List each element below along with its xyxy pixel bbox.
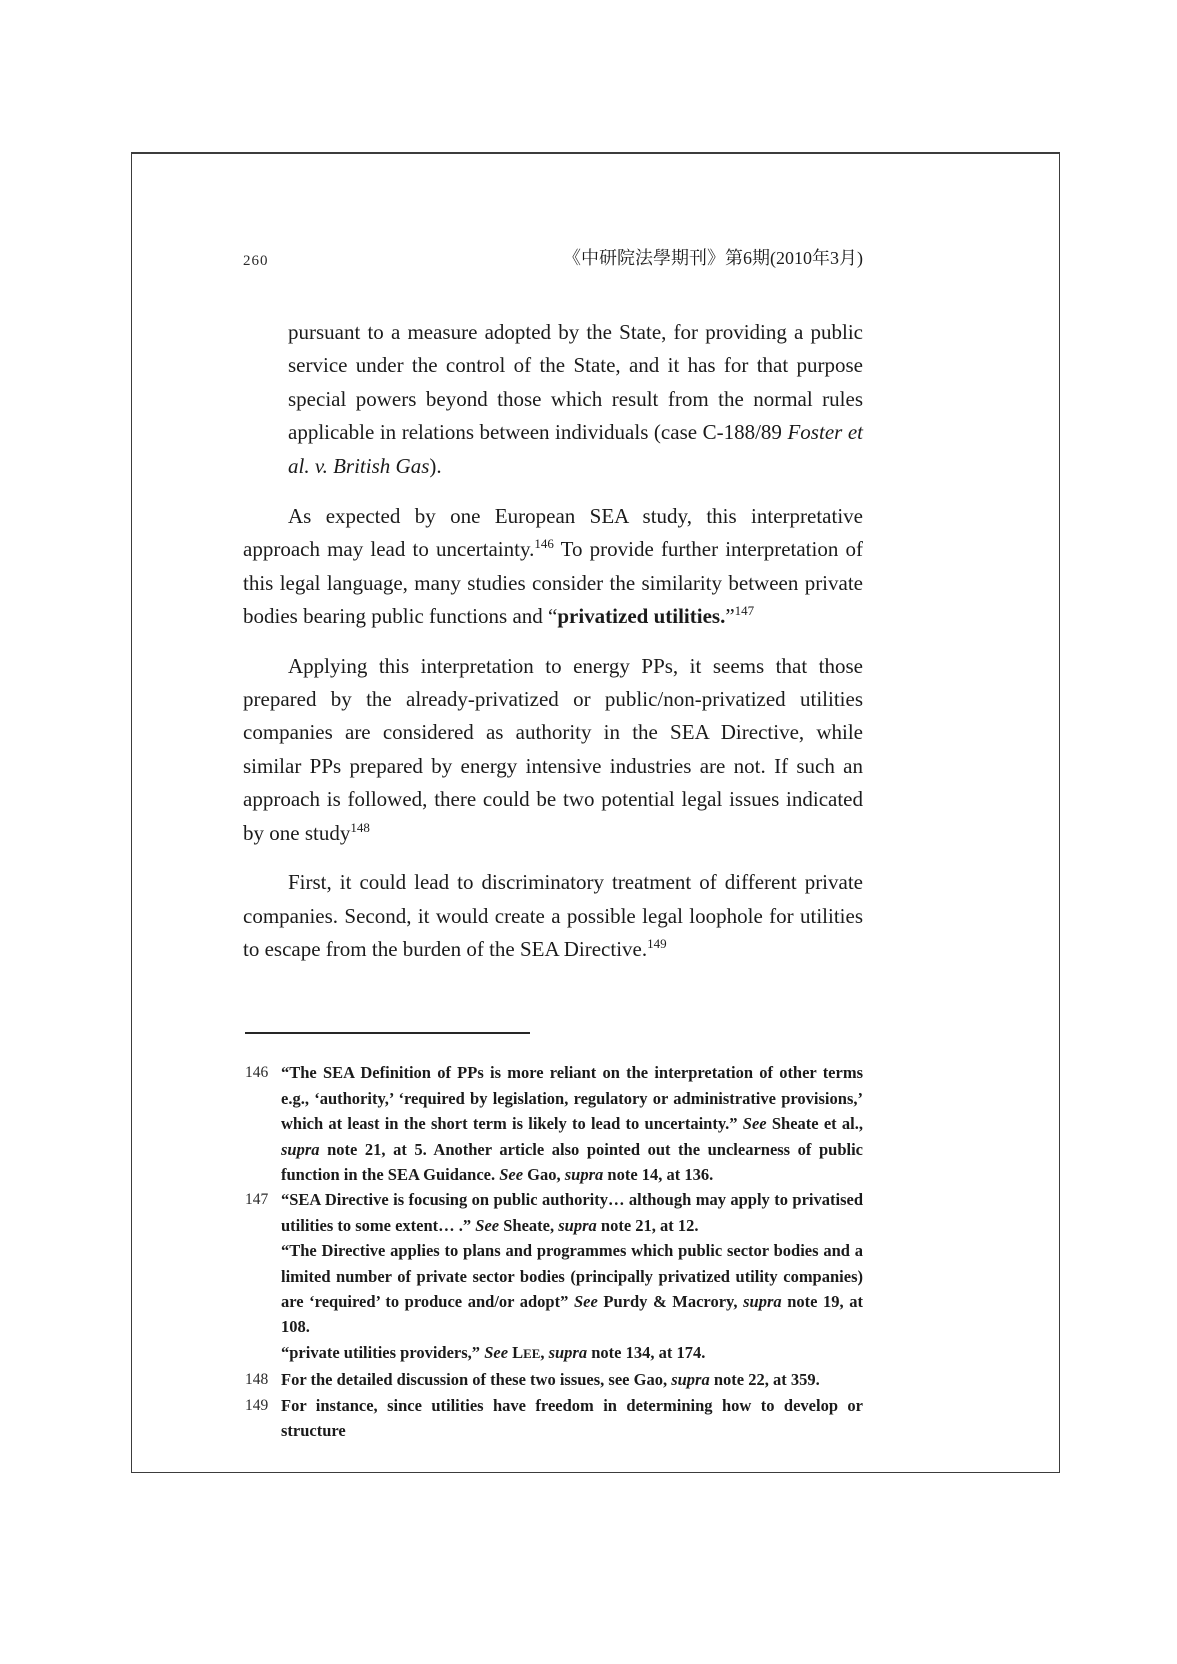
text-run: note 21, at 12. [596, 1215, 699, 1235]
body-paragraph [243, 500, 863, 634]
text-run: note 14, at 136. [603, 1164, 714, 1184]
journal-title: 《中研院法學期刊》第6期(2010年3月) [563, 248, 863, 268]
text-run: EE [523, 1346, 541, 1361]
text-run: supra [548, 1342, 588, 1362]
text-run: ” [725, 604, 735, 629]
text-run: “The SEA Definition of PPs is more reliant on the interpretation of other terms e.g., ‘authority,’ ‘required by legislation, regulatory or administrative provisions,’ which at least in the short term is likely to lead to uncertainty.” [281, 1063, 863, 1134]
text-run: supra [281, 1139, 320, 1159]
text-run: ). [429, 453, 442, 478]
text-run: 149 [647, 935, 667, 951]
text-run: supra [671, 1370, 710, 1390]
footnote [243, 1367, 863, 1392]
text-run: note 21, at 5. Another article also pointed out the unclearness of public function in the SEA Guidance. [281, 1139, 863, 1184]
footnote-separator [245, 1032, 530, 1034]
text-run: privatized utilities. [557, 604, 726, 629]
text-run: Applying this interpretation to energy PPs, it seems that those prepared by the already-privatized or public/non-privatized utilities companies are considered as authority in the SEA Directive, while similar PPs prepared by energy intensive industries are not. If such an approach is followed, there could be two potential legal issues indicated by one study [243, 653, 863, 845]
page-number: 260 [243, 253, 269, 269]
text-run: See [484, 1342, 509, 1362]
text-run: pursuant to a measure adopted by the State, for providing a public service under the control of the State, and it has for that purpose special powers beyond those which result from the normal rules applicable in relations between individuals (case C-188/89 [288, 320, 863, 445]
body-paragraph [243, 650, 863, 850]
text-run: supra [564, 1164, 604, 1184]
footnote-text [281, 1187, 863, 1238]
text-run: 148 [350, 819, 370, 835]
footnote [243, 1060, 863, 1187]
page-content [243, 244, 863, 1443]
footnote [243, 1187, 863, 1367]
text-run: See [573, 1291, 598, 1311]
block-quote [288, 316, 863, 483]
footnote-text [281, 1340, 863, 1367]
text-run: Foster et al. v. British Gas [288, 420, 864, 478]
text-run: To provide further interpretation of this legal language, many studies consider the similarity between private bodies bearing public functions and “ [243, 537, 863, 629]
footnote-text [281, 1238, 863, 1340]
text-run: See [475, 1215, 500, 1235]
text-run: L [508, 1342, 524, 1362]
text-run: See [499, 1164, 524, 1184]
text-run: Purdy & Macrory, [597, 1291, 744, 1311]
text-run: First, it could lead to discriminatory treatment of different private companies. Second, it would create a possible legal loophole for utilities to escape from the burden of the SEA Directive. [243, 870, 863, 961]
footnote-marker: 146 [245, 1064, 269, 1082]
page-header [243, 244, 863, 270]
text-run: For instance, since utilities have freedom in determining how to develop or structure [281, 1395, 863, 1440]
text-run: supra [743, 1291, 782, 1311]
text-run: For the detailed discussion of these two issues, see Gao, [281, 1370, 672, 1390]
text-run: “The Directive applies to plans and programmes which public sector bodies and a limited number of private sector bodies (principally privatized utility companies) are ‘required’ to produce and/or adopt” [281, 1241, 863, 1311]
text-run: 147 [734, 603, 755, 619]
footnotes-section [243, 1060, 863, 1443]
footnote-marker: 147 [245, 1191, 269, 1209]
footnote-text [281, 1393, 863, 1444]
body-paragraph [243, 866, 863, 966]
text-run: note 134, at 174. [587, 1342, 706, 1362]
text-run: “private utilities providers,” [281, 1342, 485, 1362]
text-run: note 22, at 359. [709, 1370, 820, 1390]
text-run: See [742, 1114, 767, 1134]
text-run: As expected by one European SEA study, this interpretative approach may lead to uncertainty. [243, 504, 863, 562]
footnote-marker: 149 [245, 1396, 269, 1414]
text-run: supra [558, 1215, 597, 1235]
footnote [243, 1393, 863, 1444]
footnote-marker: 148 [245, 1371, 269, 1389]
footnote-text [281, 1060, 863, 1187]
text-run: note 19, at 108. [281, 1291, 863, 1337]
text-run: Gao, [523, 1164, 565, 1184]
text-run: , [540, 1342, 549, 1362]
text-run: Sheate, [499, 1215, 559, 1235]
footnote-text [281, 1367, 863, 1392]
text-run: 146 [534, 536, 554, 552]
text-run: Sheate et al., [766, 1114, 863, 1134]
text-run: “SEA Directive is focusing on public authority… although may apply to privatised utilities to some extent… .” [281, 1190, 863, 1235]
